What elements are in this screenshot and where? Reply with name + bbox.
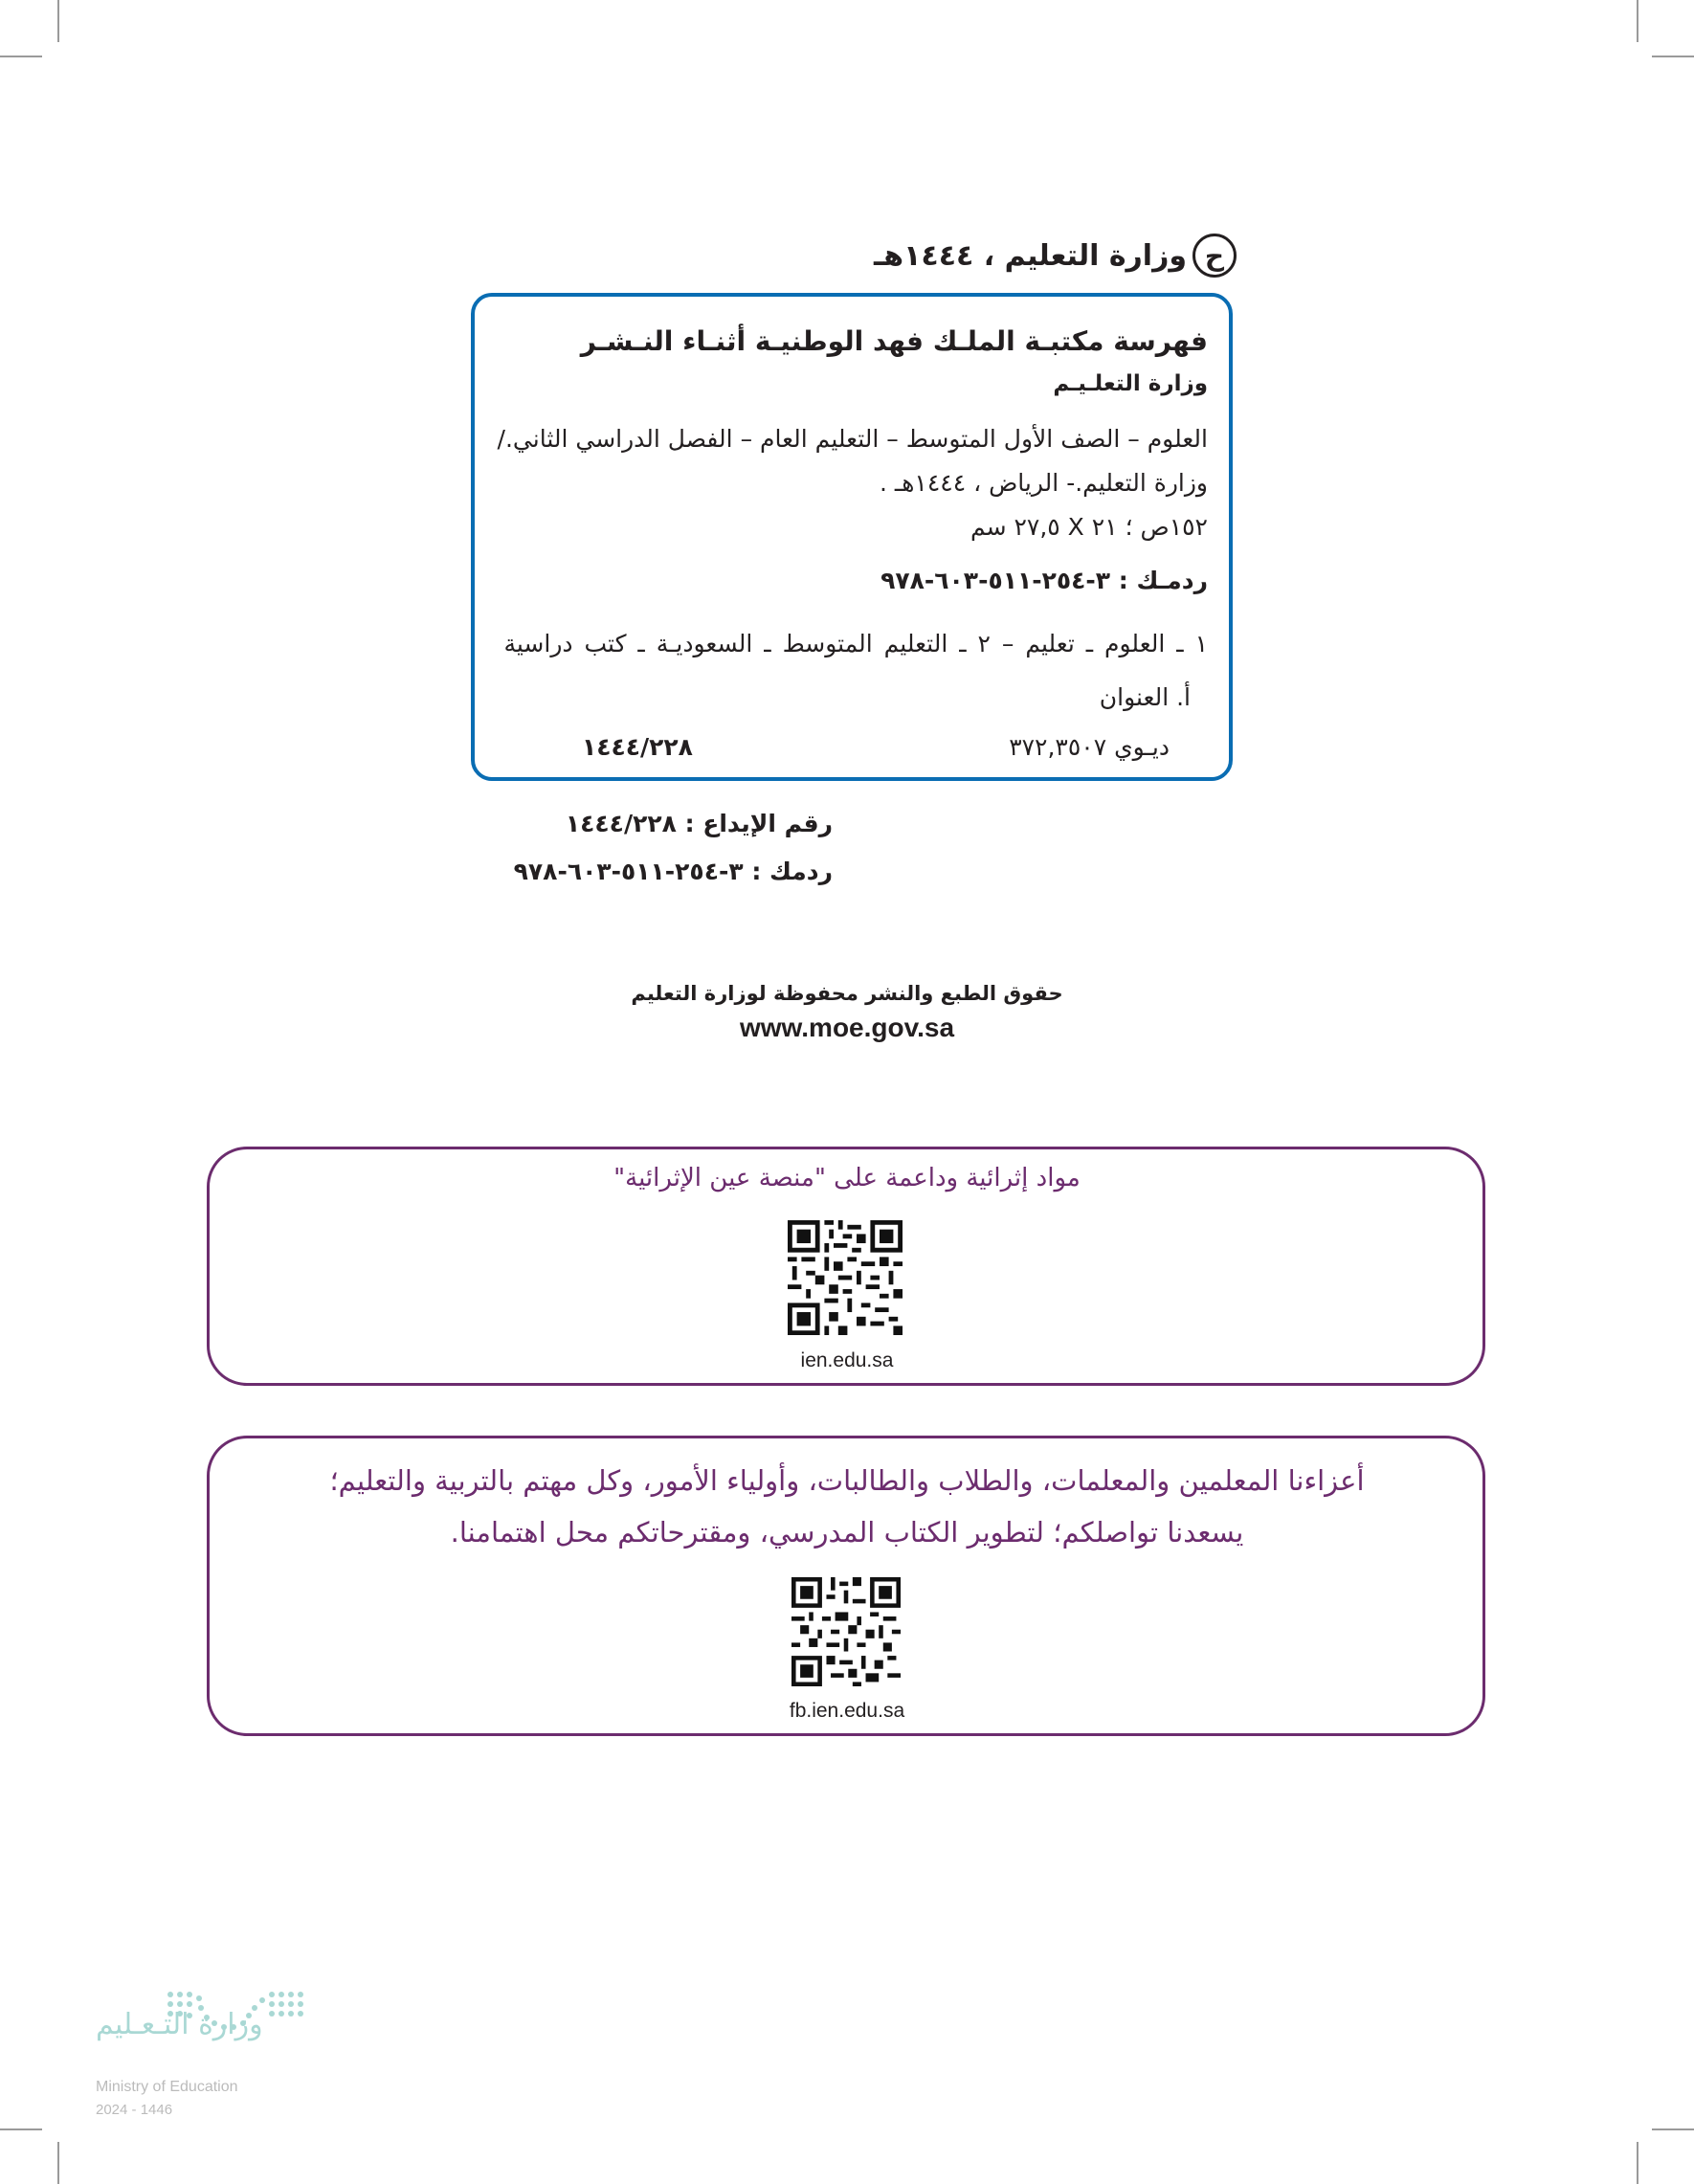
logo-year: 2024 - 1446 [96,2102,173,2118]
feedback-url[interactable]: fb.ien.edu.sa [789,1700,905,1722]
logo-english-name: Ministry of Education [96,2079,238,2095]
crop-mark [0,56,42,57]
crop-mark [1652,56,1694,57]
website-link[interactable]: www.moe.gov.sa [739,1013,955,1042]
copyright-symbol: ح [1192,234,1237,278]
catalog-deposit: ١٤٤٤/٢٢٨ [582,733,693,761]
enrichment-text: مواد إثرائية وداعمة على "منصة عين الإثرائية" [613,1164,1081,1192]
catalog-publisher: وزارة التعليم.- الرياض ، ١٤٤٤هـ . [880,469,1208,497]
feedback-line-1: أعزاءنا المعلمين والمعلمات، والطلاب والطالبات، وأولياء الأمور، وكل مهتم بالتربية والتعليم؛ [329,1464,1365,1497]
catalog-dewey: ديـوي ٣٧٢,٣٥٠٧ [1009,733,1170,761]
crop-mark [1637,2142,1638,2184]
catalog-ministry: وزارة التعلـيـم [1053,371,1208,396]
feedback-line-2: يسعدنا تواصلكم؛ لتطوير الكتاب المدرسي، ومقترحاتكم محل اهتمامنا. [450,1516,1244,1549]
qr-code-icon[interactable] [791,1577,901,1686]
crop-mark [0,2128,42,2130]
crop-mark [57,0,59,42]
logo-arabic-name: وزارة التـعـليم [96,2008,263,2041]
rights-statement: حقوق الطبع والنشر محفوظة لوزارة التعليم [631,982,1063,1005]
deposit-number: رقم الإيداع : ١٤٤٤/٢٢٨ [565,810,833,837]
crop-mark [57,2142,59,2184]
catalog-isbn: ردمـك : ٣-٢٥٤-٥١١-٦٠٣-٩٧٨ [880,567,1208,594]
isbn-number: ردمك : ٣-٢٥٤-٥١١-٦٠٣-٩٧٨ [513,858,833,885]
catalog-title: فهرسة مكتبـة الملـك فهد الوطنيـة أثنـاء النـشـر [580,325,1208,357]
catalog-description: العلوم – الصف الأول المتوسط – التعليم العام – الفصل الدراسي الثاني./ [497,425,1208,453]
copyright-text: وزارة التعليم ، ١٤٤٤هـ [874,238,1187,273]
copyright-line [874,232,1237,279]
catalog-title-entry: أ. العنوان [1099,683,1191,711]
qr-code-icon[interactable] [788,1220,903,1335]
catalog-subjects: ١ ـ العلوم ـ تعليم – ٢ ـ التعليم المتوسط ـ السعوديـة ـ كتب دراسية [503,630,1208,657]
catalog-pages: ١٥٢ص ؛ ٢١ X ٢٧,٥ سم [970,513,1208,541]
crop-mark [1637,0,1638,42]
crop-mark [1652,2128,1694,2130]
cataloging-box [471,293,1233,781]
enrichment-url[interactable]: ien.edu.sa [800,1349,894,1371]
